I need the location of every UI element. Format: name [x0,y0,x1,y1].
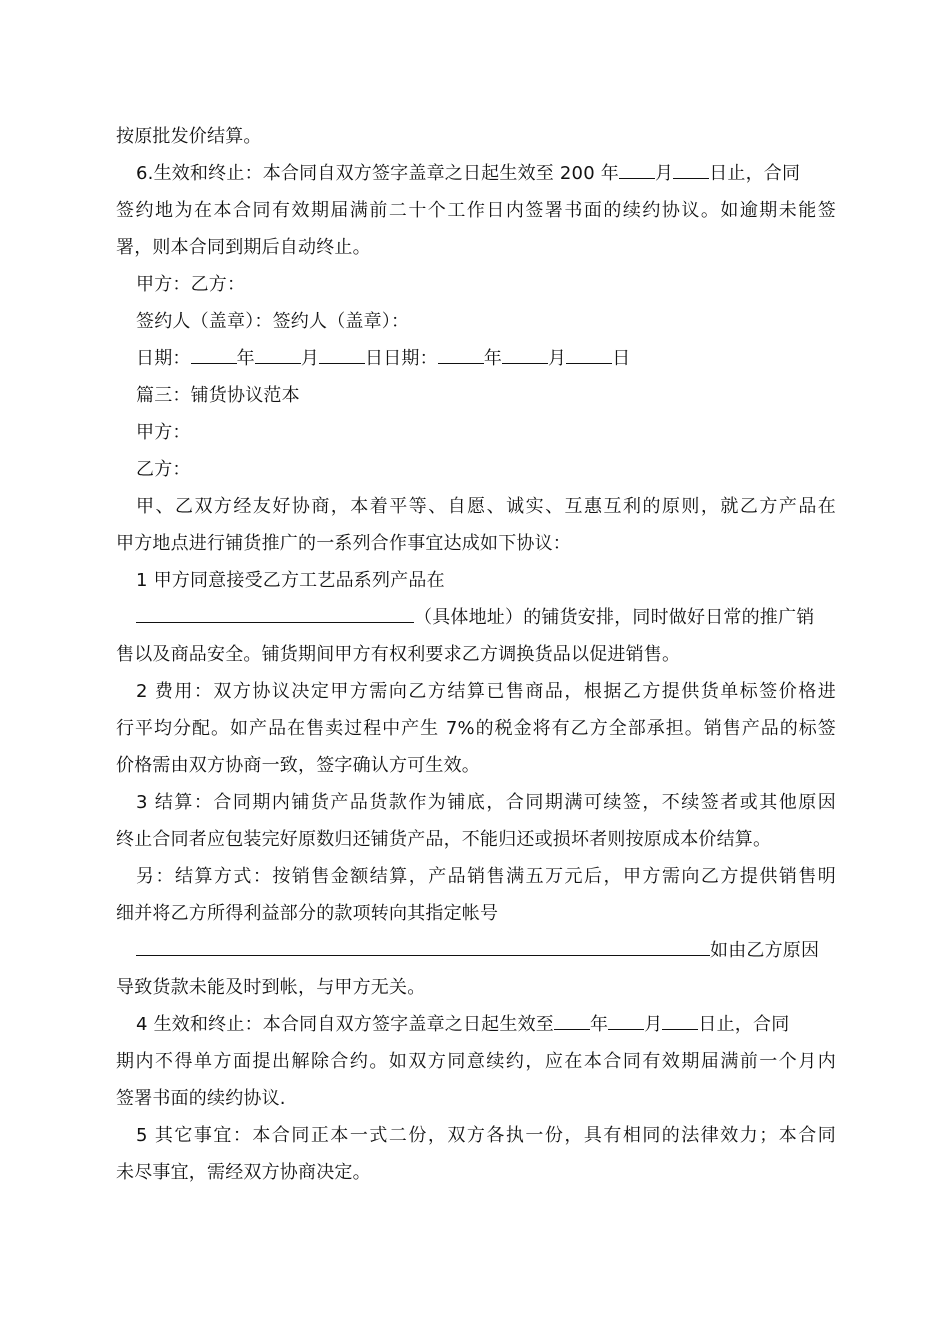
blank-field [619,158,655,179]
text-segment: 日 [612,348,631,369]
text-line: 终止合同者应包装完好原数归还铺货产品，不能归还或损坏者则按原成本价结算。 [116,829,772,850]
text-line: 5 其它事宜：本合同正本一式二份，双方各执一份，具有相同的法律效力；本合同 [136,1125,836,1146]
text-line: 细并将乙方所得利益部分的款项转向其指定帐号 [116,903,499,924]
text-line [116,599,836,636]
text-line: 甲、乙双方经友好协商，本着平等、自愿、诚实、互惠互利的原则，就乙方产品在 [136,496,836,517]
text-line [116,932,836,969]
text-segment: 月 [644,1014,663,1035]
text-segment: 年 [589,1014,609,1035]
text-segment: 日止，合同 [698,1014,790,1035]
text-line: 签署书面的续约协议. [116,1088,286,1109]
text-line: 签约地为在本合同有效期届满前二十个工作日内签署书面的续约协议。如逾期未能签 [116,200,836,221]
text-line: 价格需由双方协商一致，签字确认方可生效。 [116,755,480,776]
text-segment: 月 [654,163,674,184]
text-line: 期内不得单方面提出解除合约。如双方同意续约，应在本合同有效期届满前一个月内 [116,1051,836,1072]
blank-field [319,343,365,364]
text-segment: 年 [483,348,503,369]
text-segment: 日日期： [365,348,438,369]
text-line: 署，则本合同到期后自动终止。 [116,237,371,258]
text-segment: （具体地址）的铺货安排，同时做好日常的推广销 [414,607,815,628]
blank-field [136,602,414,623]
text-line: 导致货款未能及时到帐，与甲方无关。 [116,977,426,998]
text-line: 按原批发价结算。 [116,126,262,147]
text-line: 行平均分配。如产品在售卖过程中产生 7%的税金将有乙方全部承担。销售产品的标签 [116,718,836,739]
text-segment: 月 [548,348,567,369]
text-segment: 4 生效和终止：本合同自双方签字盖章之日起生效至 [136,1014,554,1035]
text-segment: 6.生效和终止：本合同自双方签字盖章之日起生效至 200 年 [136,163,619,184]
text-line: 签约人（盖章）：签约人（盖章）： [136,311,410,332]
text-line: 甲方：乙方： [136,274,246,295]
date-line [116,340,836,377]
text-line: 另：结算方式：按销售金额结算，产品销售满五万元后，甲方需向乙方提供销售明 [136,866,836,887]
blank-field [255,343,301,364]
text-line: 乙方： [136,459,191,480]
text-segment: 年 [236,348,255,369]
text-segment: 日止，合同 [709,163,801,184]
blank-field [136,935,710,956]
contract-page [116,118,836,1191]
blank-field [502,343,548,364]
blank-field [673,158,709,179]
text-segment: 月 [300,348,320,369]
text-segment: 如由乙方原因 [710,940,820,961]
blank-field [566,343,612,364]
text-line: 2 费用：双方协议决定甲方需向乙方结算已售商品，根据乙方提供货单标签价格进 [136,681,836,702]
section-heading: 篇三：铺货协议范本 [136,385,300,406]
text-line [116,155,836,192]
text-segment: 日期： [136,348,191,369]
blank-field [438,343,484,364]
blank-field [191,343,237,364]
text-line: 3 结算：合同期内铺货产品货款作为铺底，合同期满可续签，不续签者或其他原因 [136,792,836,813]
text-line: 甲方地点进行铺货推广的一系列合作事宜达成如下协议： [116,533,571,554]
text-line: 未尽事宜，需经双方协商决定。 [116,1162,371,1183]
text-line: 售以及商品安全。铺货期间甲方有权利要求乙方调换货品以促进销售。 [116,644,681,665]
text-line: 1 甲方同意接受乙方工艺品系列产品在 [136,570,445,591]
blank-field [608,1009,644,1030]
blank-field [554,1009,590,1030]
text-line: 甲方： [136,422,191,443]
blank-field [662,1009,698,1030]
text-line [116,1006,836,1043]
